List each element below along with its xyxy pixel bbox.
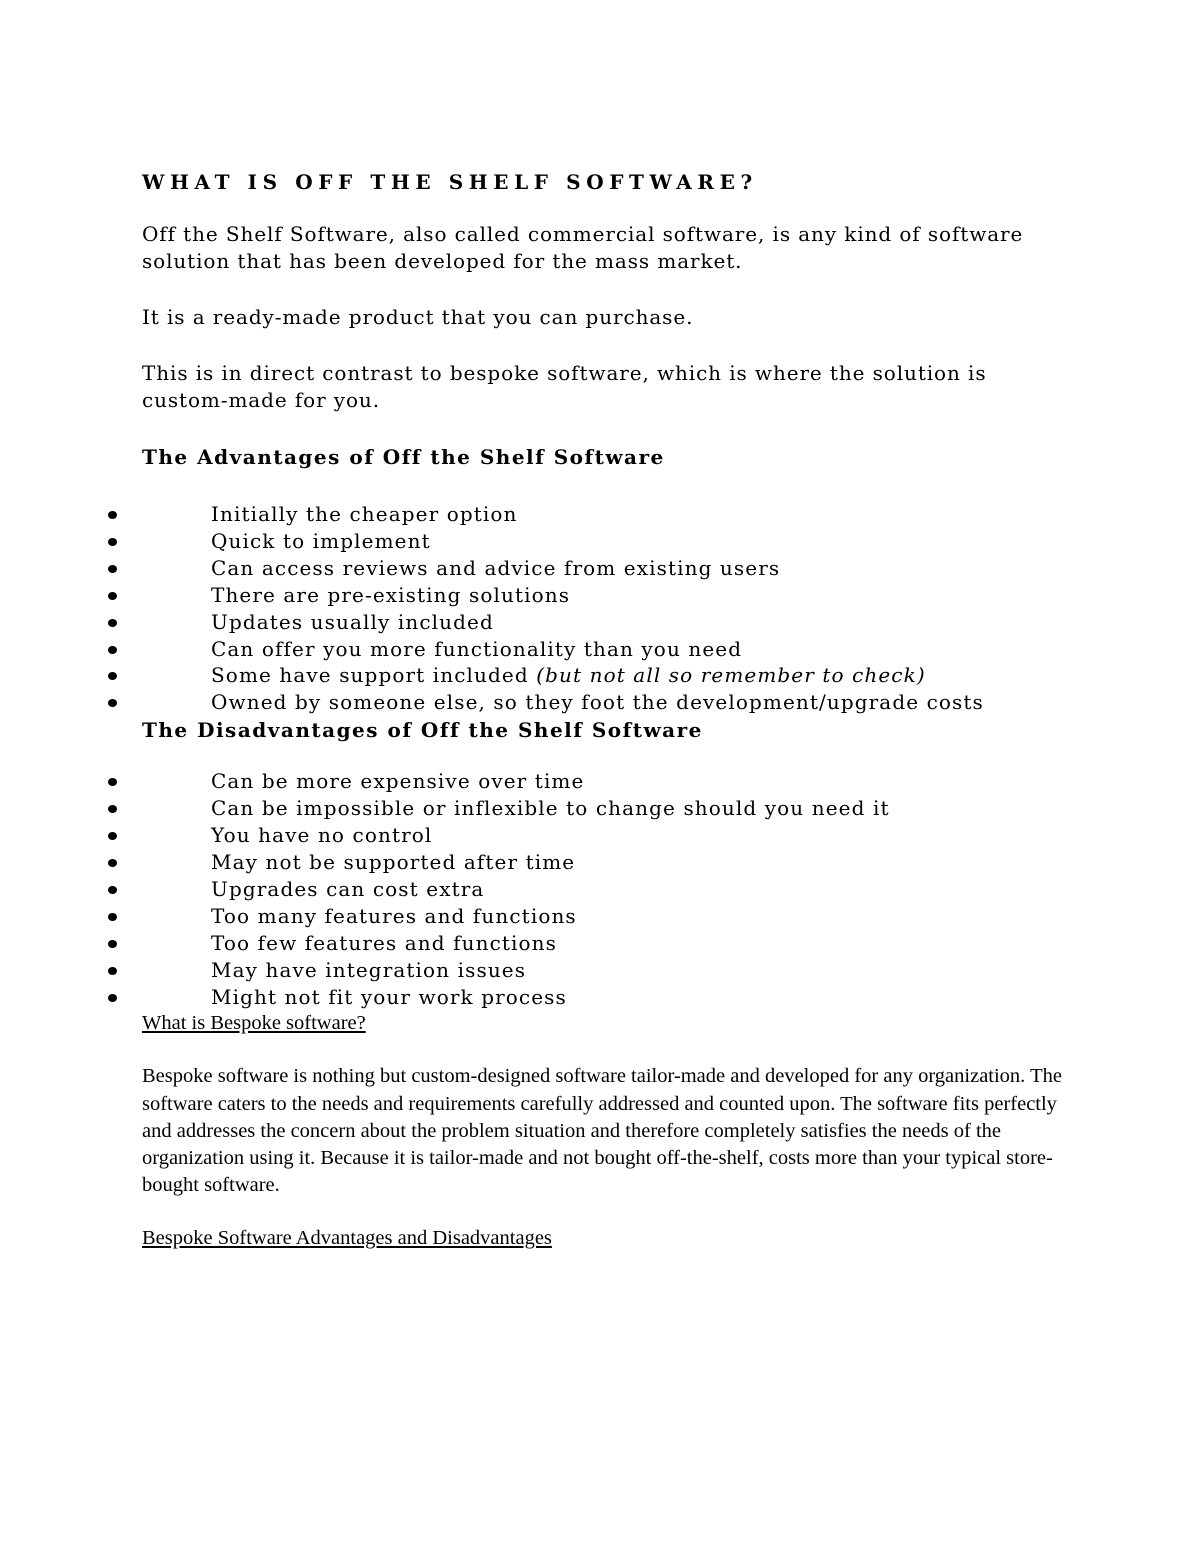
list-item xyxy=(142,876,1072,903)
list-item-text: May have integration issues xyxy=(211,957,527,982)
bullet-icon xyxy=(108,778,117,786)
bullet-icon xyxy=(108,619,117,627)
list-item xyxy=(142,903,1072,930)
list-item-text: Might not fit your work process xyxy=(211,984,567,1009)
bullet-icon xyxy=(108,859,117,867)
list-item-text: Quick to implement xyxy=(211,528,431,553)
bullet-icon xyxy=(108,886,117,894)
list-item-text: Too few features and functions xyxy=(211,930,557,955)
bullet-icon xyxy=(108,967,117,975)
list-item-text: Initially the cheaper option xyxy=(211,502,518,526)
intro-paragraph-3: This is in direct contrast to bespoke software, which is where the solution is custom-made for you. xyxy=(142,361,987,412)
list-item xyxy=(142,849,1072,876)
list-item-text: Upgrades can cost extra xyxy=(211,876,485,901)
document-content xyxy=(142,168,1072,1278)
list-item xyxy=(142,662,1072,689)
list-item-text: Can be impossible or inflexible to change should you need it xyxy=(211,796,890,821)
bullet-icon xyxy=(108,565,117,573)
list-item xyxy=(142,609,1072,636)
list-item-text: Owned by someone else, so they foot the development/upgrade costs xyxy=(211,690,984,715)
disadvantages-list xyxy=(142,768,1072,1010)
list-item xyxy=(142,984,1072,1011)
bullet-icon xyxy=(108,538,117,546)
bespoke-paragraph: Bespoke software is nothing but custom-designed software tailor-made and developed for any organization. The software caters to the needs and requirements carefully addressed and counted upon. The software fits perfectly and addresses the concern about the problem situation and therefore completely satisfies the needs of the organization using it. Because it is tailor-made and not bought off-the-shelf, costs more than your typical store-bought software. xyxy=(142,1065,1062,1197)
list-item-text: Too many features and functions xyxy=(211,903,577,928)
list-item xyxy=(142,768,1072,795)
list-item-text: Some have support included xyxy=(211,663,537,688)
list-item xyxy=(142,555,1072,582)
disadvantages-heading: The Disadvantages of Off the Shelf Software xyxy=(142,718,703,743)
bullet-icon xyxy=(108,699,117,707)
list-item-text: Can be more expensive over time xyxy=(211,769,585,794)
list-item xyxy=(142,501,1072,528)
bullet-icon xyxy=(108,940,117,948)
bespoke-subheading: Bespoke Software Advantages and Disadvantages xyxy=(142,1227,552,1250)
bullet-icon xyxy=(108,832,117,840)
bullet-icon xyxy=(108,913,117,921)
list-item xyxy=(142,957,1072,984)
list-item xyxy=(142,795,1072,822)
bullet-icon xyxy=(108,805,117,813)
list-item xyxy=(142,636,1072,663)
list-item-text: Can offer you more functionality than you need xyxy=(211,636,743,661)
advantages-heading: The Advantages of Off the Shelf Software xyxy=(142,445,665,469)
bullet-icon xyxy=(108,994,117,1002)
list-item xyxy=(142,689,1072,716)
list-item xyxy=(142,528,1072,555)
bullet-icon xyxy=(108,672,117,680)
intro-paragraph-1: Off the Shelf Software, also called commercial software, is any kind of software solution that has been developed for the mass market. xyxy=(142,222,1024,273)
list-item xyxy=(142,930,1072,957)
support-note: (but not all so remember to check) xyxy=(536,663,926,688)
list-item xyxy=(142,582,1072,609)
list-item-text: Can access reviews and advice from existing users xyxy=(211,555,781,580)
bullet-icon xyxy=(108,592,117,600)
bullet-icon xyxy=(108,646,117,654)
intro-paragraph-2: It is a ready-made product that you can purchase. xyxy=(142,305,694,329)
bullet-icon xyxy=(108,511,117,519)
advantages-list xyxy=(142,501,1072,716)
page-title: WHAT IS OFF THE SHELF SOFTWARE? xyxy=(142,170,758,194)
list-item xyxy=(142,822,1072,849)
list-item-text: You have no control xyxy=(211,823,433,848)
list-item-text: Updates usually included xyxy=(211,609,494,634)
list-item-text: May not be supported after time xyxy=(211,849,576,874)
list-item-text: There are pre-existing solutions xyxy=(211,582,571,607)
bespoke-heading: What is Bespoke software? xyxy=(142,1012,366,1035)
